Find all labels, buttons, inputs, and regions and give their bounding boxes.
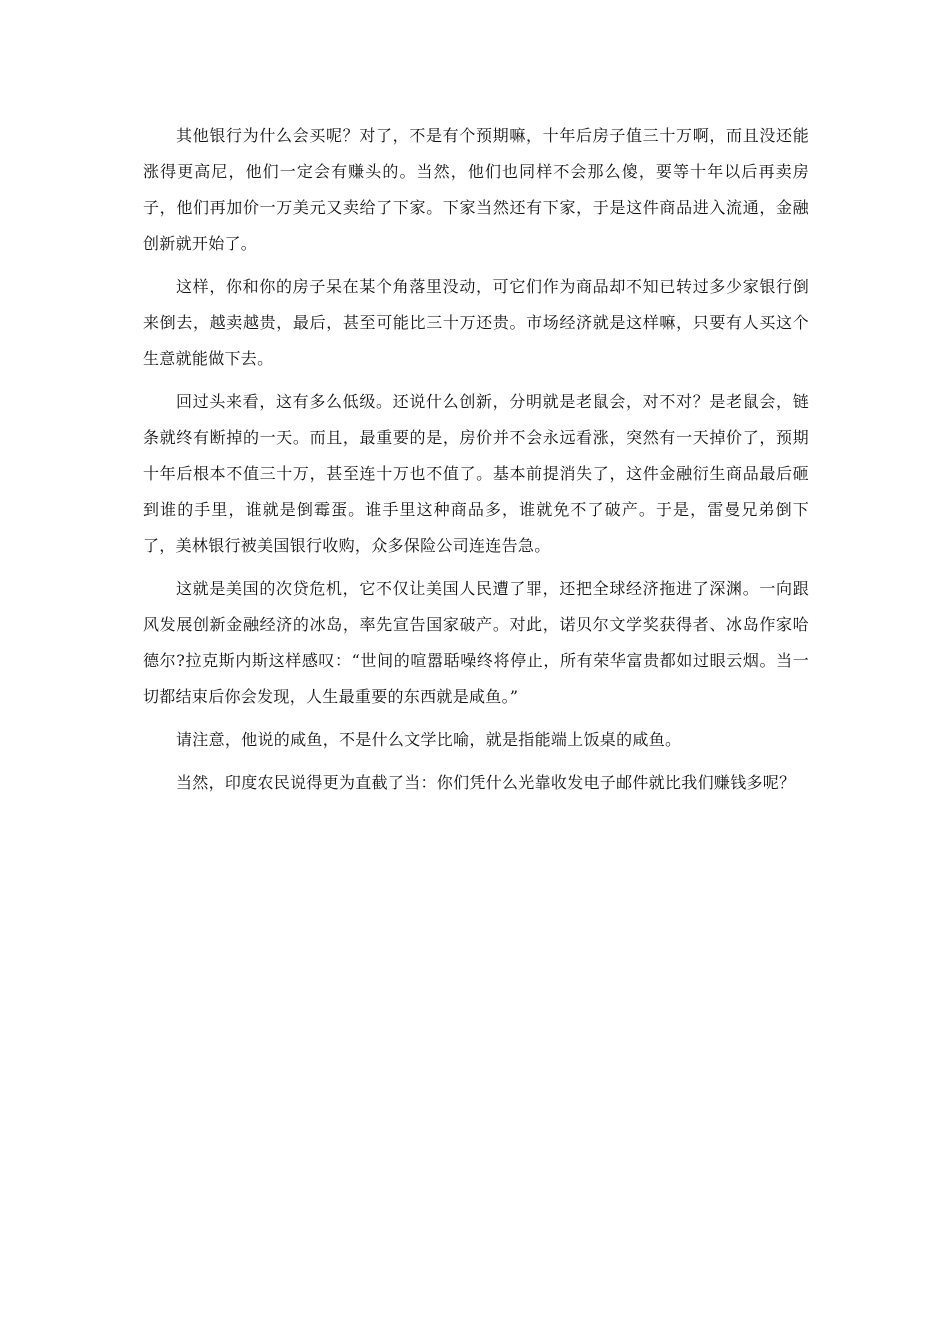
paragraph-6: 当然，印度农民说得更为直截了当：你们凭什么光靠收发电子邮件就比我们赚钱多呢？: [176, 773, 796, 792]
paragraph-3: 回过头来看，这有多么低级。还说什么创新，分明就是老鼠会，对不对？是老鼠会，链条就终有断掉的一天。而且，最重要的是，房价并不会永远看涨，突然有一天掉价了，预期十年后根本不值三十万，甚至连十万也不值了。基本前提消失了，这件金融衍生商品最后砸到谁的手里，谁就是倒霉蛋。谁手里这种商品多，谁就免不了破产。于是，雷曼兄弟倒下了，美林银行被美国银行收购，众多保险公司连连告急。: [143, 392, 809, 555]
paragraph-4: 这就是美国的次贷危机，它不仅让美国人民遭了罪，还把全球经济拖进了深渊。一向跟风发展创新金融经济的冰岛，率先宣告国家破产。对此，诺贝尔文学奖获得者、冰岛作家哈德尔?拉克斯内斯这样感叹：“世间的喧嚣聒噪终将停止，所有荣华富贵都如过眼云烟。当一切都结束后你会发现，人生最重要的东西就是咸鱼。”: [143, 579, 809, 706]
paragraph-1: 其他银行为什么会买呢？对了，不是有个预期嘛，十年后房子值三十万啊，而且没还能涨得更高尼，他们一定会有赚头的。当然，他们也同样不会那么傻，要等十年以后再卖房子，他们再加价一万美元又卖给了下家。下家当然还有下家，于是这件商品进入流通，金融创新就开始了。: [143, 126, 809, 253]
document-body: [143, 118, 809, 808]
paragraph-5: 请注意，他说的咸鱼，不是什么文学比喻，就是指能端上饭桌的咸鱼。: [176, 730, 682, 749]
paragraph-2: 这样，你和你的房子呆在某个角落里没动，可它们作为商品却不知已转过多少家银行倒来倒去，越卖越贵，最后，甚至可能比三十万还贵。市场经济就是这样嘛，只要有人买这个生意就能做下去。: [143, 277, 809, 368]
